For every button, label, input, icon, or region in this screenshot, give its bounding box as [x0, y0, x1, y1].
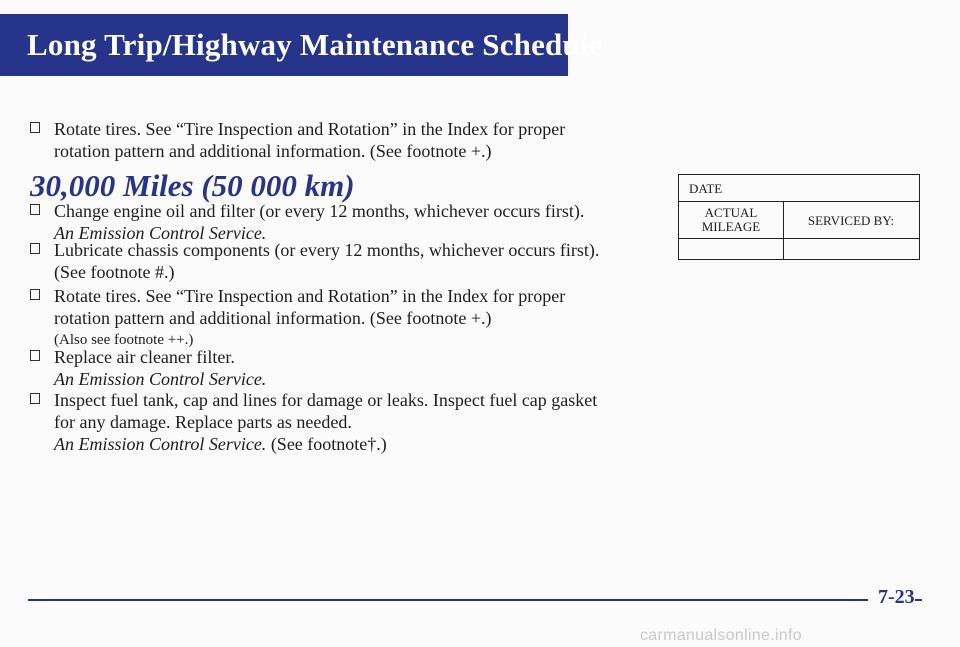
checklist-item: [54, 346, 654, 390]
actual-mileage-header: ACTUAL MILEAGE: [701, 205, 761, 234]
date-field[interactable]: [679, 175, 919, 202]
checkbox[interactable]: [30, 243, 40, 254]
service-record-table: [678, 174, 920, 260]
item-text: Rotate tires. See “Tire Inspection and Rotation” in the Index for proper: [54, 119, 566, 139]
date-label: DATE: [689, 181, 723, 196]
checkbox[interactable]: [30, 204, 40, 215]
item-text: Rotate tires. See “Tire Inspection and Rotation” in the Index for proper: [54, 286, 566, 306]
header-banner: [0, 14, 603, 76]
item-text: Lubricate chassis components (or every 12 months, whichever occurs first).: [54, 240, 600, 260]
serviced-by-cell[interactable]: [785, 239, 919, 259]
actual-mileage-cell[interactable]: [679, 239, 783, 259]
footer-rule: [28, 599, 922, 601]
checklist-item: [54, 389, 654, 455]
item-text: Change engine oil and filter (or every 12 months, whichever occurs first).: [54, 201, 585, 221]
item-text: for any damage. Replace parts as needed.: [54, 412, 352, 432]
checklist-item: [54, 239, 654, 283]
emission-note: An Emission Control Service.: [54, 369, 267, 389]
emission-note: An Emission Control Service.: [54, 223, 267, 243]
checklist-item: [54, 285, 654, 351]
item-text: rotation pattern and additional information. (See footnote +.): [54, 308, 492, 328]
emission-note: An Emission Control Service.: [54, 434, 267, 454]
checklist-item: [54, 200, 654, 244]
checkbox[interactable]: [30, 350, 40, 361]
item-text: (See footnote #.): [54, 262, 175, 282]
item-text: (Also see footnote ++.): [54, 332, 194, 348]
page-number: 7-23: [868, 586, 915, 609]
item-note-line: [54, 433, 654, 455]
checklist-item: [54, 118, 654, 162]
column-divider: [783, 202, 784, 259]
item-text: Inspect fuel tank, cap and lines for damage or leaks. Inspect fuel cap gasket: [54, 390, 598, 410]
serviced-by-header: SERVICED BY:: [807, 213, 895, 228]
table-header-row: [679, 202, 919, 239]
checkbox[interactable]: [30, 289, 40, 300]
item-text: Replace air cleaner filter.: [54, 347, 235, 367]
checkbox[interactable]: [30, 393, 40, 404]
page-title: Long Trip/Highway Maintenance Schedule: [27, 27, 603, 62]
section-heading: 30,000 Miles (50 000 km): [30, 168, 355, 203]
item-text: rotation pattern and additional information. (See footnote +.): [54, 141, 492, 161]
checkbox[interactable]: [30, 122, 40, 133]
footnote-ref: (See footnote†.): [266, 434, 387, 454]
watermark: carmanualsonline.info: [640, 627, 802, 644]
